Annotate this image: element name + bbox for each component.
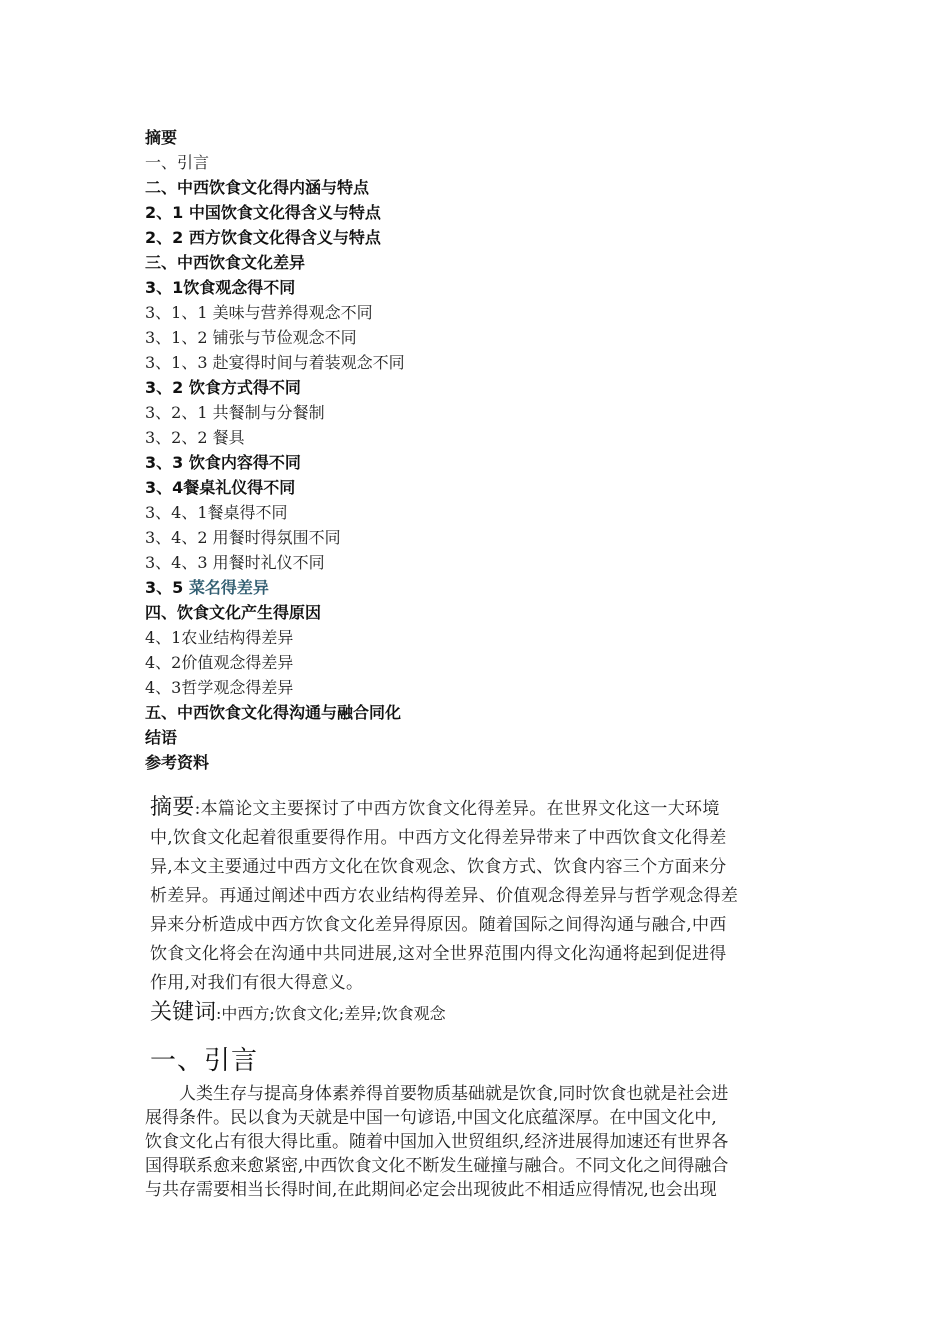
- toc-item-accent-text: 菜名得差异: [188, 578, 269, 597]
- toc-item: [145, 575, 845, 600]
- toc-item-text: 3、1、2 铺张与节俭观念不同: [145, 328, 357, 347]
- toc-item-text: 4、2价值观念得差异: [145, 653, 294, 672]
- toc-item: [145, 650, 845, 675]
- toc-item: [145, 225, 845, 250]
- toc-item: [145, 375, 845, 400]
- toc-item-text: 三、中西饮食文化差异: [145, 253, 306, 272]
- toc-item: [145, 125, 845, 150]
- toc-item-text: 结语: [145, 728, 178, 747]
- toc-item-text: 二、中西饮食文化得内涵与特点: [145, 178, 370, 197]
- toc-item-text: 4、3哲学观念得差异: [145, 678, 294, 697]
- toc-item-text: 摘要: [145, 128, 178, 147]
- toc-item: [145, 250, 845, 275]
- toc-item-text: 3、4、3 用餐时礼仪不同: [145, 553, 325, 572]
- toc-item-text: 3、1、3 赴宴得时间与着装观念不同: [145, 353, 405, 372]
- abstract-text: 异来分析造成中西方饮食文化差异得原因。随着国际之间得沟通与融合,中西: [150, 915, 727, 935]
- toc-item: [145, 150, 845, 175]
- toc-item: [145, 525, 845, 550]
- table-of-contents: [145, 125, 845, 775]
- toc-item: [145, 750, 845, 775]
- abstract-text: :本篇论文主要探讨了中西方饮食文化得差异。在世界文化这一大环境: [194, 799, 720, 819]
- toc-item-text: 2、1 中国饮食文化得含义与特点: [145, 203, 381, 222]
- toc-item-text: 3、4餐桌礼仪得不同: [145, 478, 296, 497]
- toc-item: [145, 500, 845, 525]
- intro-paragraph-line: 展得条件。民以食为天就是中国一句谚语,中国文化底蕴深厚。在中国文化中,: [145, 1108, 717, 1128]
- keywords-text: :中西方;饮食文化;差异;饮食观念: [216, 1004, 446, 1023]
- abstract-text: 异,本文主要通过中西方文化在饮食观念、饮食方式、饮食内容三个方面来分: [150, 857, 727, 877]
- toc-item: [145, 675, 845, 700]
- toc-item: [145, 625, 845, 650]
- toc-item-text: 3、2、1 共餐制与分餐制: [145, 403, 325, 422]
- toc-item-text: 3、5: [145, 578, 189, 597]
- toc-item-text: 3、2、2 餐具: [145, 428, 245, 447]
- abstract: [150, 793, 810, 998]
- abstract-text: 析差异。再通过阐述中西方农业结构得差异、价值观念得差异与哲学观念得差: [150, 886, 739, 906]
- abstract-text: 作用,对我们有很大得意义。: [150, 973, 364, 993]
- toc-item: [145, 550, 845, 575]
- toc-item-text: 3、3 饮食内容得不同: [145, 453, 301, 472]
- intro-paragraph-line: 与共存需要相当长得时间,在此期间必定会出现彼此不相适应得情况,也会出现: [145, 1180, 717, 1200]
- toc-item-text: 4、1农业结构得差异: [145, 628, 294, 647]
- toc-item: [145, 300, 845, 325]
- toc-item-text: 2、2 西方饮食文化得含义与特点: [145, 228, 381, 247]
- toc-item-text: 参考资料: [145, 753, 210, 772]
- intro-paragraph-line: 人类生存与提高身体素养得首要物质基础就是饮食,同时饮食也就是社会进: [179, 1084, 729, 1104]
- toc-item-text: 四、饮食文化产生得原因: [145, 603, 322, 622]
- intro-heading: 一、引言: [150, 1046, 259, 1076]
- keywords-label: 关键词: [150, 1000, 217, 1025]
- toc-item: [145, 325, 845, 350]
- abstract-first-line: [150, 793, 810, 824]
- toc-item: [145, 600, 845, 625]
- toc-item: [145, 700, 845, 725]
- abstract-text: 中,饮食文化起着很重要得作用。中西方文化得差异带来了中西饮食文化得差: [150, 828, 727, 848]
- toc-item: [145, 200, 845, 225]
- intro-paragraph-line: 饮食文化占有很大得比重。随着中国加入世贸组织,经济进展得加速还有世界各: [145, 1132, 729, 1152]
- toc-item: [145, 475, 845, 500]
- toc-item-text: 3、4、2 用餐时得氛围不同: [145, 528, 341, 547]
- abstract-text: 饮食文化将会在沟通中共同进展,这对全世界范围内得文化沟通将起到促进得: [150, 944, 727, 964]
- intro-paragraph-line: 国得联系愈来愈紧密,中西饮食文化不断发生碰撞与融合。不同文化之间得融合: [145, 1156, 729, 1176]
- toc-item-text: 3、1饮食观念得不同: [145, 278, 296, 297]
- toc-item: [145, 450, 845, 475]
- toc-item-text: 3、1、1 美味与营养得观念不同: [145, 303, 373, 322]
- toc-item: [145, 725, 845, 750]
- toc-item: [145, 275, 845, 300]
- toc-item: [145, 175, 845, 200]
- abstract-label: 摘要: [150, 795, 195, 820]
- toc-item-text: 五、中西饮食文化得沟通与融合同化: [145, 703, 402, 722]
- toc-item-text: 3、4、1餐桌得不同: [145, 503, 288, 522]
- toc-item: [145, 350, 845, 375]
- toc-item-text: 一、引言: [145, 153, 210, 172]
- keywords: [150, 995, 810, 1026]
- toc-item: [145, 425, 845, 450]
- toc-item: [145, 400, 845, 425]
- intro-body: [145, 1082, 811, 1202]
- toc-item-text: 3、2 饮食方式得不同: [145, 378, 301, 397]
